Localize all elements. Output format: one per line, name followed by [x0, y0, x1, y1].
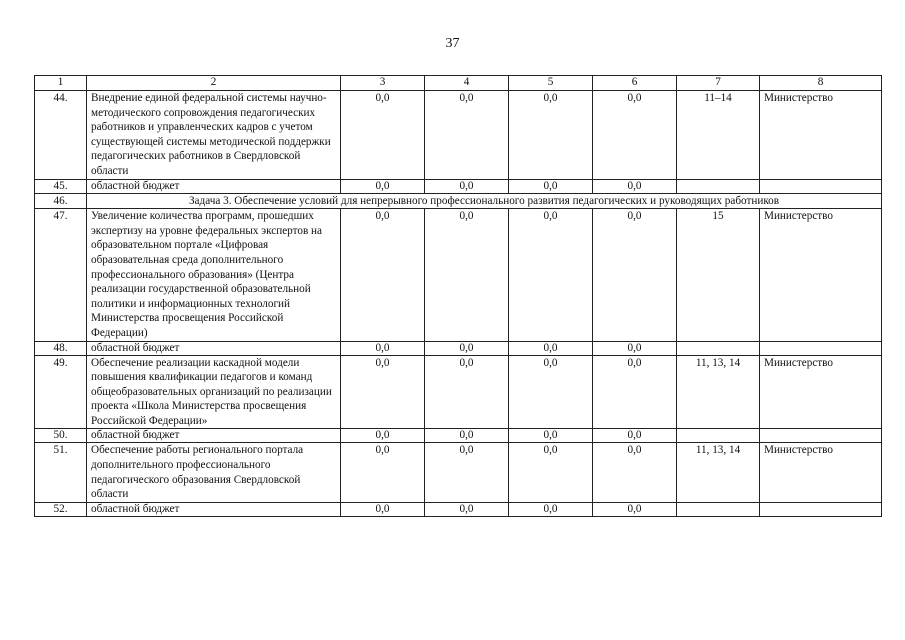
table-row	[35, 209, 882, 341]
program-table	[34, 75, 882, 517]
budget-row	[35, 502, 882, 516]
measure-name: Обеспечение реализации каскадной модели повышения квалификации педагогов и команд общеобразовательных организаций по реализации проекта «Школа Министерства просвещения Российской Федерации»	[87, 355, 341, 429]
executor-cell: Министерство	[760, 91, 882, 180]
row-number: 52.	[35, 502, 87, 516]
measure-name: Внедрение единой федеральной системы научно-методического сопровождения педагогических работников и управленческих кадров с учетом существующей системы методической поддержки педагогических работников в Свердловской области	[87, 91, 341, 180]
header-row	[35, 76, 882, 91]
column-header: 1	[35, 76, 87, 91]
value-cell: 0,0	[341, 209, 425, 341]
value-cell: 0,0	[425, 179, 509, 193]
value-cell: 0,0	[425, 91, 509, 180]
measure-name: Увеличение количества программ, прошедших экспертизу на уровне федеральных экспертов на образовательном портале «Цифровая образовательная среда дополнительного профессионального образования» (Центра реализации государственной образовательной политики и информационных технологий Министерства просвещения Российской Федерации)	[87, 209, 341, 341]
value-cell: 0,0	[593, 355, 677, 429]
executor-cell	[760, 179, 882, 193]
column-header: 7	[677, 76, 760, 91]
row-number: 46.	[35, 193, 87, 209]
value-cell: 0,0	[593, 429, 677, 443]
column-header: 8	[760, 76, 882, 91]
value-cell: 0,0	[509, 179, 593, 193]
value-cell: 0,0	[425, 429, 509, 443]
executor-cell: Министерство	[760, 355, 882, 429]
executor-cell	[760, 429, 882, 443]
task-row	[35, 193, 882, 209]
executor-cell	[760, 341, 882, 355]
value-cell: 0,0	[341, 91, 425, 180]
executor-cell: Министерство	[760, 209, 882, 341]
table-body	[35, 76, 882, 517]
value-cell: 0,0	[425, 502, 509, 516]
table-row	[35, 443, 882, 502]
page-number: 37	[445, 36, 460, 51]
value-cell: 0,0	[425, 209, 509, 341]
task-title: Задача 3. Обеспечение условий для непрерывного профессионального развития педагогических и руководящих работников	[87, 193, 882, 209]
value-cell: 0,0	[509, 91, 593, 180]
value-cell: 0,0	[341, 179, 425, 193]
row-number: 51.	[35, 443, 87, 502]
value-cell: 0,0	[341, 502, 425, 516]
value-cell: 0,0	[425, 341, 509, 355]
column-header: 2	[87, 76, 341, 91]
value-cell: 0,0	[509, 443, 593, 502]
value-cell: 0,0	[593, 209, 677, 341]
value-cell: 0,0	[509, 341, 593, 355]
target-indicator	[677, 179, 760, 193]
table-row	[35, 355, 882, 429]
column-header: 3	[341, 76, 425, 91]
target-indicator: 15	[677, 209, 760, 341]
measure-name: областной бюджет	[87, 179, 341, 193]
budget-row	[35, 341, 882, 355]
measure-name: областной бюджет	[87, 502, 341, 516]
value-cell: 0,0	[593, 443, 677, 502]
row-number: 50.	[35, 429, 87, 443]
target-indicator	[677, 429, 760, 443]
target-indicator	[677, 502, 760, 516]
row-number: 47.	[35, 209, 87, 341]
executor-cell	[760, 502, 882, 516]
value-cell: 0,0	[593, 341, 677, 355]
value-cell: 0,0	[509, 209, 593, 341]
column-header: 4	[425, 76, 509, 91]
row-number: 45.	[35, 179, 87, 193]
value-cell: 0,0	[341, 443, 425, 502]
value-cell: 0,0	[425, 443, 509, 502]
target-indicator: 11, 13, 14	[677, 443, 760, 502]
value-cell: 0,0	[593, 502, 677, 516]
row-number: 49.	[35, 355, 87, 429]
measure-name: областной бюджет	[87, 341, 341, 355]
value-cell: 0,0	[341, 429, 425, 443]
executor-cell: Министерство	[760, 443, 882, 502]
measure-name: областной бюджет	[87, 429, 341, 443]
value-cell: 0,0	[509, 429, 593, 443]
target-indicator	[677, 341, 760, 355]
value-cell: 0,0	[341, 341, 425, 355]
row-number: 44.	[35, 91, 87, 180]
target-indicator: 11–14	[677, 91, 760, 180]
table-row	[35, 91, 882, 180]
value-cell: 0,0	[593, 91, 677, 180]
column-header: 6	[593, 76, 677, 91]
value-cell: 0,0	[593, 179, 677, 193]
value-cell: 0,0	[509, 502, 593, 516]
value-cell: 0,0	[425, 355, 509, 429]
budget-row	[35, 429, 882, 443]
measure-name: Обеспечение работы регионального портала дополнительного профессионального педагогического образования Свердловской области	[87, 443, 341, 502]
column-header: 5	[509, 76, 593, 91]
target-indicator: 11, 13, 14	[677, 355, 760, 429]
budget-row	[35, 179, 882, 193]
value-cell: 0,0	[341, 355, 425, 429]
value-cell: 0,0	[509, 355, 593, 429]
row-number: 48.	[35, 341, 87, 355]
